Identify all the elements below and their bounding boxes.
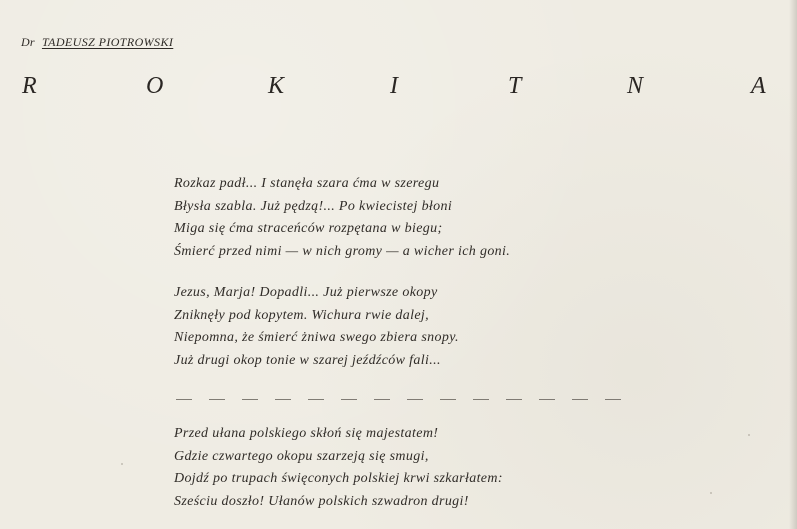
title-letter-r: R	[22, 73, 37, 99]
title-letter-a: A	[751, 73, 766, 99]
separator-dash	[242, 399, 258, 400]
separator-dash	[275, 399, 291, 400]
title-letter-k: K	[268, 73, 285, 99]
separator-dash	[176, 399, 192, 400]
separator-dash	[539, 399, 555, 400]
separator-dash	[308, 399, 324, 400]
page-edge-shadow	[789, 0, 797, 529]
stanza-3-line-2: Gdzie czwartego okopu szarzeją się smugi,	[174, 448, 429, 464]
author-name: TADEUSZ PIOTROWSKI	[41, 35, 174, 49]
separator-dash	[209, 399, 225, 400]
title-letter-i: I	[390, 73, 398, 99]
stanza-1	[174, 173, 694, 263]
poem-title	[21, 70, 771, 104]
title-letter-o: O	[146, 73, 164, 99]
separator-dash	[341, 399, 357, 400]
paper-speck	[121, 463, 123, 465]
section-separator	[176, 398, 621, 400]
stanza-1-line-3: Miga się ćma straceńców rozpętana w biegu;	[174, 221, 443, 236]
author-line	[21, 35, 173, 50]
stanza-1-line-1: Rozkaz padł... I stanęła szara ćma w szeregu	[174, 176, 440, 191]
stanza-3-line-1: Przed ułana polskiego skłoń się majestatem!	[174, 426, 439, 441]
stanza-2	[174, 282, 694, 372]
title-letter-t: T	[508, 73, 522, 99]
title-letter-n: N	[627, 73, 644, 99]
paper-speck	[748, 434, 750, 436]
stanza-2-line-1: Jezus, Marja! Dopadli... Już pierwsze okopy	[174, 285, 438, 300]
separator-dash	[440, 399, 456, 400]
separator-dash	[407, 399, 423, 400]
separator-dash	[374, 399, 390, 400]
separator-dash	[473, 399, 489, 400]
stanza-3	[174, 423, 694, 513]
stanza-3-line-3: Dojdź po trupach święconych polskiej krwi szkarłatem:	[174, 471, 503, 486]
separator-dash	[506, 399, 522, 400]
stanza-3-line-4: Sześciu doszło! Ułanów polskich szwadron drugi!	[174, 493, 469, 509]
paper-speck	[710, 492, 712, 494]
stanza-2-line-2: Zniknęły pod kopytem. Wichura rwie dalej,	[174, 307, 430, 323]
separator-dash	[572, 399, 588, 400]
stanza-2-line-3: Niepomna, że śmierć żniwa swego zbiera snopy.	[174, 330, 459, 345]
stanza-1-line-4: Śmierć przed nimi — w nich gromy — a wicher ich goni.	[174, 243, 511, 259]
separator-dash	[605, 399, 621, 400]
author-prefix: Dr	[21, 35, 35, 49]
stanza-1-line-2: Błysła szabla. Już pędzą!... Po kwiecistej błoni	[174, 198, 453, 214]
stanza-2-line-4: Już drugi okop tonie w szarej jeźdźców fali...	[174, 352, 441, 368]
